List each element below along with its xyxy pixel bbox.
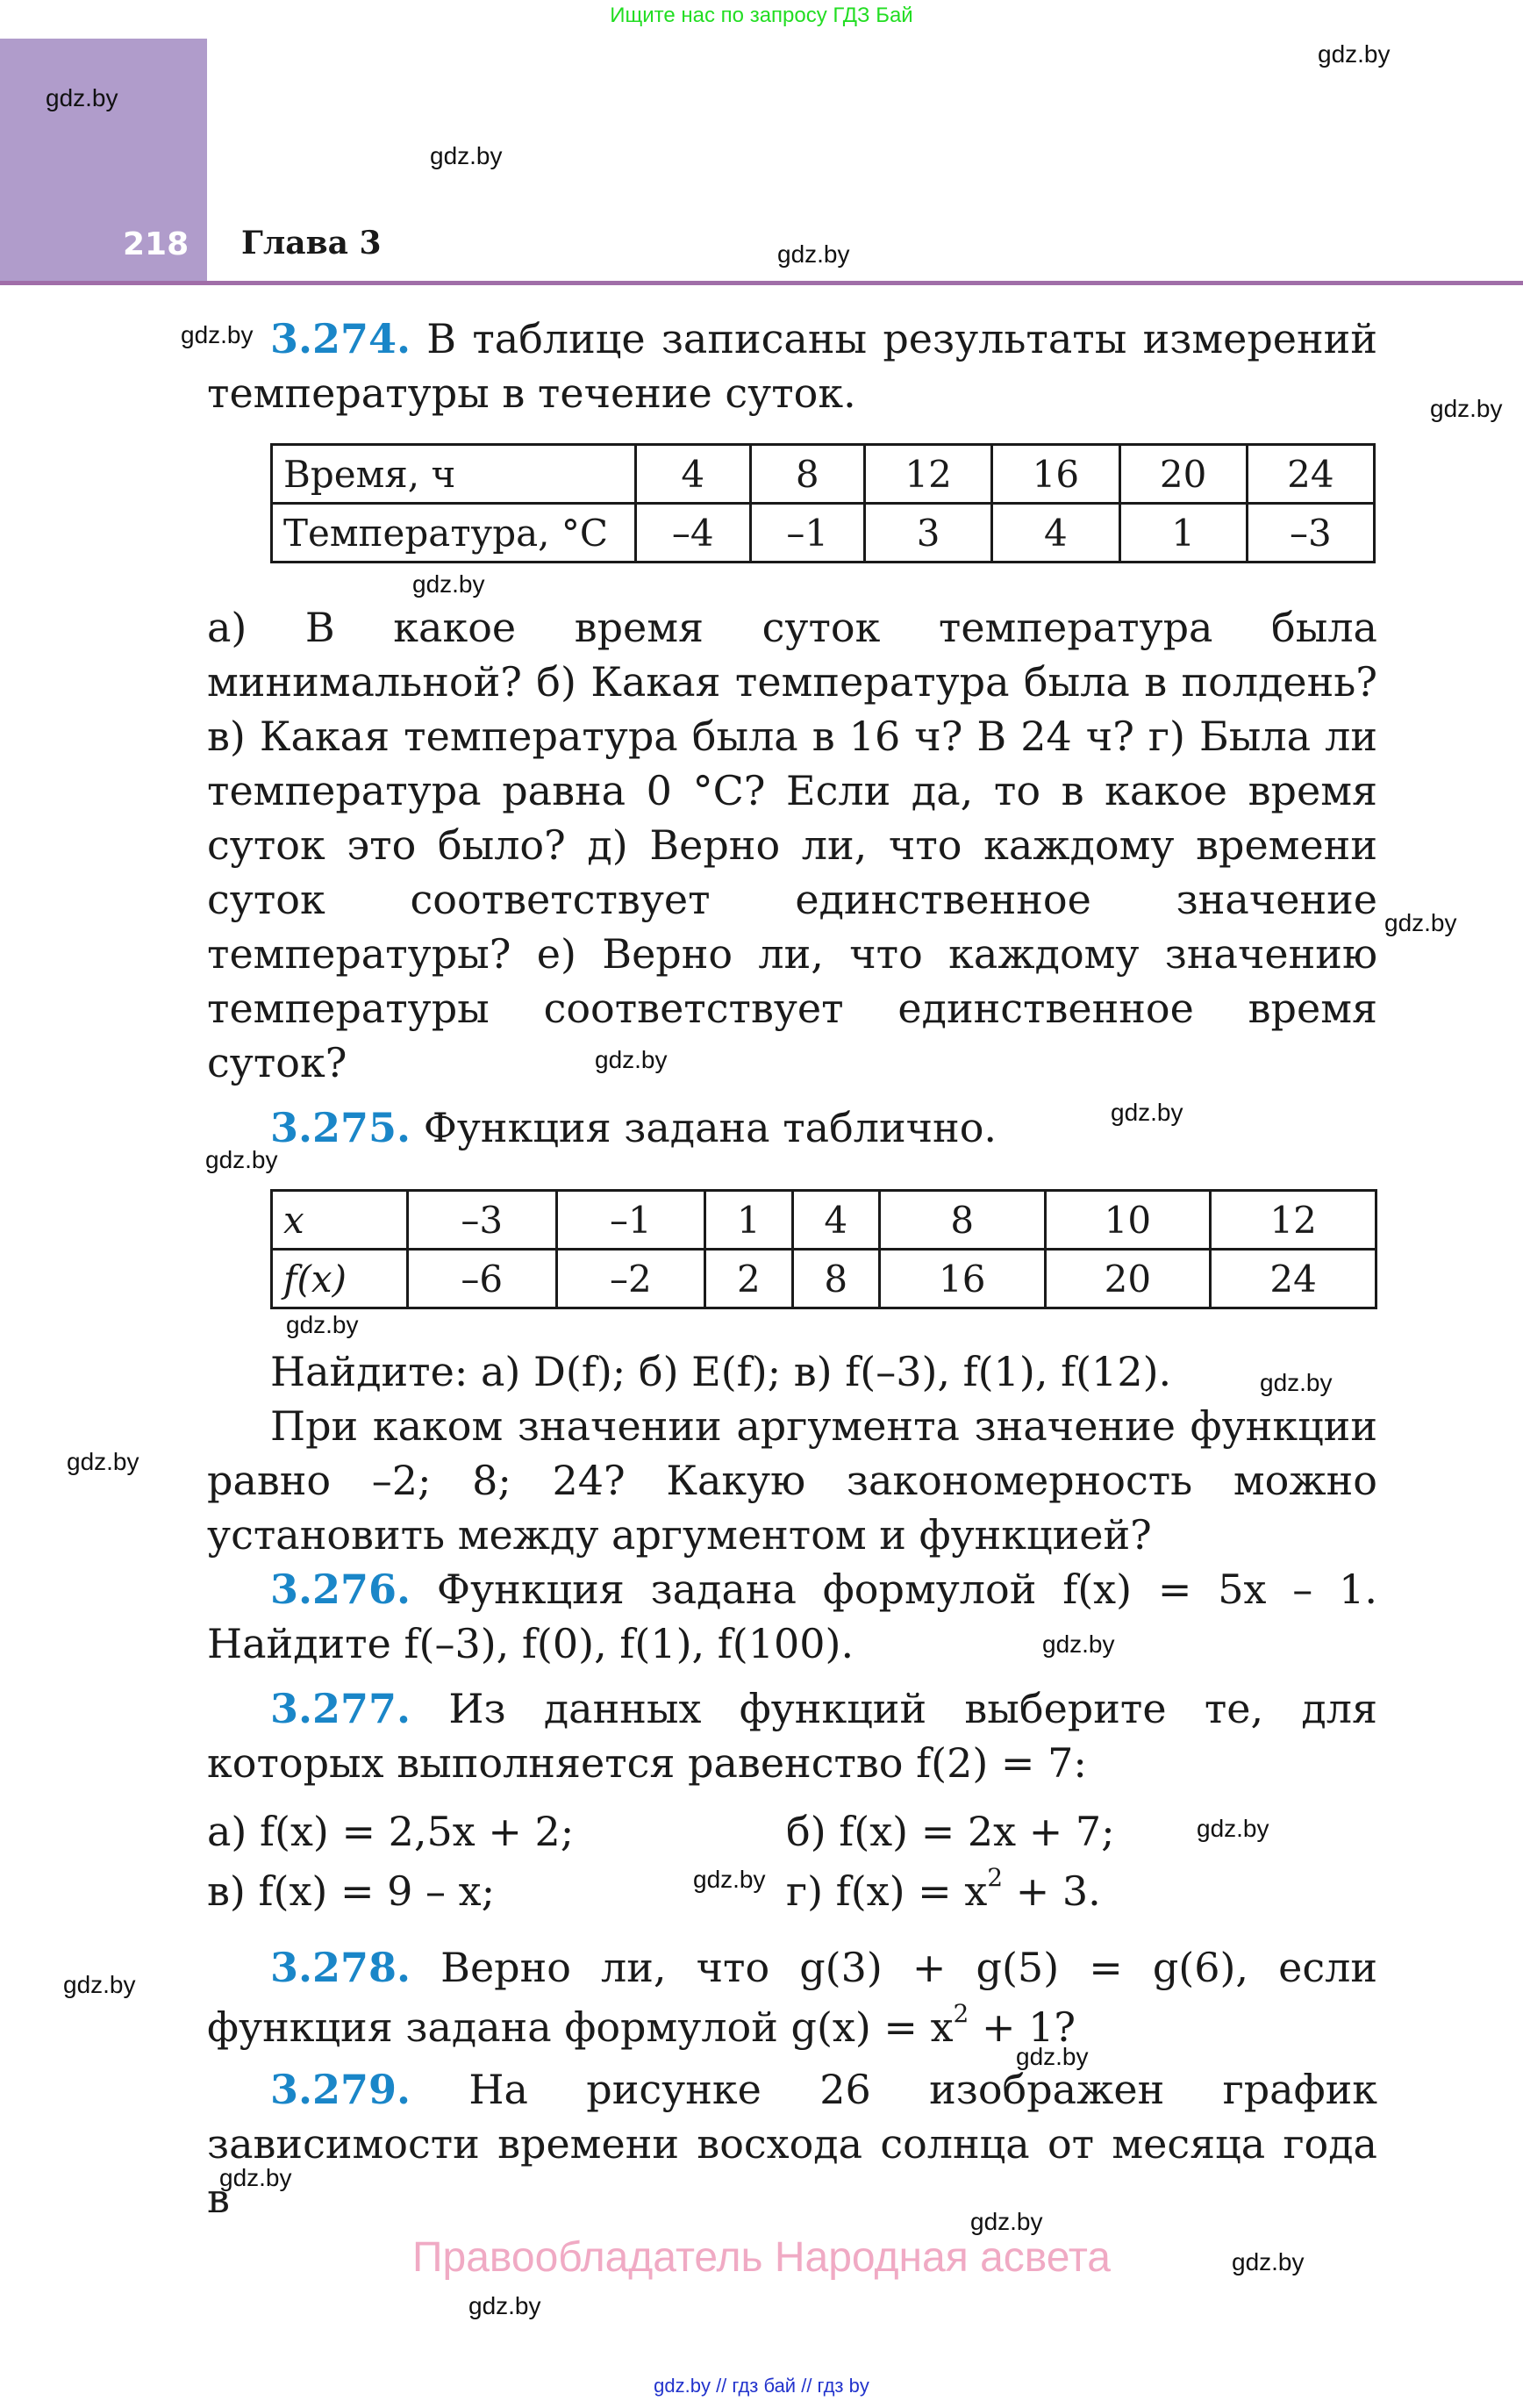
table-cell: 8 — [792, 1250, 879, 1308]
table-cell: 4 — [992, 504, 1119, 563]
exercise-number: 3.279. — [270, 2066, 411, 2113]
exercise-3-275-find: Найдите: а) D(f); б) E(f); в) f(–3), f(1), f(12). — [270, 1348, 1172, 1395]
option-g: г) $f(x) = x^2 + 3$. — [786, 1863, 1101, 1915]
exercise-text: Функция задана формулой f(x) = 5x – 1. Найдите f(–3), f(0), f(1), f(100). — [207, 1566, 1377, 1667]
watermark: gdz.by — [1197, 1815, 1269, 1842]
exercise-text: В таблице записаны результаты измерений температуры в течение суток. — [207, 315, 1377, 417]
table-cell: 12 — [865, 445, 992, 504]
table-cell: 8 — [750, 445, 865, 504]
table-header-cell: x — [272, 1191, 408, 1250]
watermark: gdz.by — [286, 1311, 359, 1338]
table-cell: 1 — [705, 1191, 792, 1250]
watermark: gdz.by — [693, 1866, 766, 1893]
table-cell: 20 — [1119, 445, 1247, 504]
watermark: gdz.by — [1318, 40, 1391, 68]
exercise-3-275-question: При каком значении аргумента значение функции равно –2; 8; 24? Какую закономерность можно установить между аргументом и функцией? — [207, 1402, 1377, 1559]
table-row — [272, 1191, 1376, 1250]
table-cell: –3 — [408, 1191, 557, 1250]
table-cell: –1 — [750, 504, 865, 563]
exercise-number: 3.275. — [270, 1104, 411, 1151]
watermark: gdz.by — [777, 240, 850, 268]
watermark: gdz.by — [181, 321, 254, 348]
watermark: gdz.by — [412, 570, 485, 598]
exercise-text: Верно ли, что g(3) + g(5) = g(6), если функция задана формулой g(x) = x — [207, 1944, 1377, 2051]
function-table — [270, 1189, 1377, 1309]
chapter-title: Глава 3 — [241, 225, 382, 262]
exercise-3-276 — [207, 1562, 1377, 1671]
copyright-notice: Правообладатель Народная асвета — [412, 2234, 1111, 2281]
temperature-table — [270, 443, 1376, 563]
watermark: gdz.by — [430, 142, 503, 169]
exercise-3-274-questions: а) В какое время суток температура была минимальной? б) Какая температура была в полдень? в) Какая температура была в 16 ч? В 24 ч? г) Была ли температура равна 0 °С? Если да, то в какое время суток это было? д) Верно ли, что каждому времени суток соответствует единственное значение температуры? е) Верно ли, что каждому значению температуры соответствует единственное время суток? — [207, 604, 1377, 1086]
table-cell: –6 — [408, 1250, 557, 1308]
watermark: gdz.by — [205, 1146, 278, 1173]
exercise-number: 3.277. — [270, 1685, 411, 1732]
header-divider — [0, 281, 1523, 285]
exercise-3-274-intro — [207, 312, 1377, 420]
watermark: gdz.by — [63, 1971, 136, 1998]
table-cell: 4 — [636, 445, 751, 504]
exercise-text: Функция задана таблично. — [423, 1104, 997, 1151]
table-cell: 24 — [1211, 1250, 1376, 1308]
table-cell: 24 — [1247, 445, 1374, 504]
option-b: б) f(x) = 2x + 7; — [786, 1808, 1115, 1855]
table-cell: 3 — [865, 504, 992, 563]
watermark: gdz.by — [219, 2164, 292, 2191]
watermark: gdz.by — [1260, 1369, 1333, 1396]
exercise-number: 3.276. — [270, 1566, 411, 1613]
table-cell: 16 — [879, 1250, 1045, 1308]
exercise-3-275-intro — [207, 1100, 1377, 1155]
option-v: в) f(x) = 9 – x; — [207, 1867, 496, 1915]
watermark: gdz.by — [595, 1046, 668, 1073]
table-row — [272, 1250, 1376, 1308]
watermark: gdz.by — [1042, 1630, 1115, 1658]
exercise-text: Из данных функций выберите те, для которых выполняется равенство f(2) = 7: — [207, 1685, 1377, 1787]
table-cell: –4 — [636, 504, 751, 563]
table-cell: –2 — [556, 1250, 705, 1308]
watermark: gdz.by — [67, 1448, 139, 1475]
table-cell: 20 — [1045, 1250, 1211, 1308]
exercise-3-277-options — [207, 1802, 1377, 1925]
footer-links[interactable]: gdz.by // гдз бай // гдз by — [654, 2375, 869, 2397]
table-cell: 12 — [1211, 1191, 1376, 1250]
exercise-number: 3.278. — [270, 1944, 411, 1991]
table-cell: 2 — [705, 1250, 792, 1308]
table-cell: 16 — [992, 445, 1119, 504]
watermark: gdz.by — [970, 2208, 1043, 2235]
exercise-text: На рисунке 26 изображен график зависимости времени восхода солнца от месяца года в — [207, 2066, 1377, 2222]
table-cell: –3 — [1247, 504, 1374, 563]
table-header-cell: Температура, °С — [272, 504, 636, 563]
table-header-cell: f(x) — [272, 1250, 408, 1308]
page-number: 218 — [123, 226, 189, 262]
exercise-3-277 — [207, 1681, 1377, 1790]
table-cell: 10 — [1045, 1191, 1211, 1250]
watermark: gdz.by — [1430, 395, 1503, 422]
table-header-cell: Время, ч — [272, 445, 636, 504]
watermark: gdz.by — [1111, 1099, 1183, 1126]
table-cell: –1 — [556, 1191, 705, 1250]
watermark: gdz.by — [1232, 2248, 1305, 2275]
table-row — [272, 445, 1375, 504]
watermark: gdz.by — [468, 2292, 541, 2319]
search-banner: Ищите нас по запросу ГДЗ Бай — [610, 4, 913, 27]
exercise-number: 3.274. — [270, 315, 411, 362]
watermark: gdz.by — [46, 84, 118, 111]
watermark: gdz.by — [1016, 2043, 1089, 2070]
option-a: а) f(x) = 2,5x + 2; — [207, 1808, 575, 1855]
table-cell: 8 — [879, 1191, 1045, 1250]
table-cell: 1 — [1119, 504, 1247, 563]
exercise-3-279 — [207, 2062, 1377, 2225]
exercise-3-278: 3.278. Верно ли, что g(3) + g(5) = g(6), если функция задана формулой $g(x) = x^2 + 1$? — [207, 1944, 1377, 2051]
watermark: gdz.by — [1384, 909, 1457, 936]
table-cell: 4 — [792, 1191, 879, 1250]
table-row — [272, 504, 1375, 563]
